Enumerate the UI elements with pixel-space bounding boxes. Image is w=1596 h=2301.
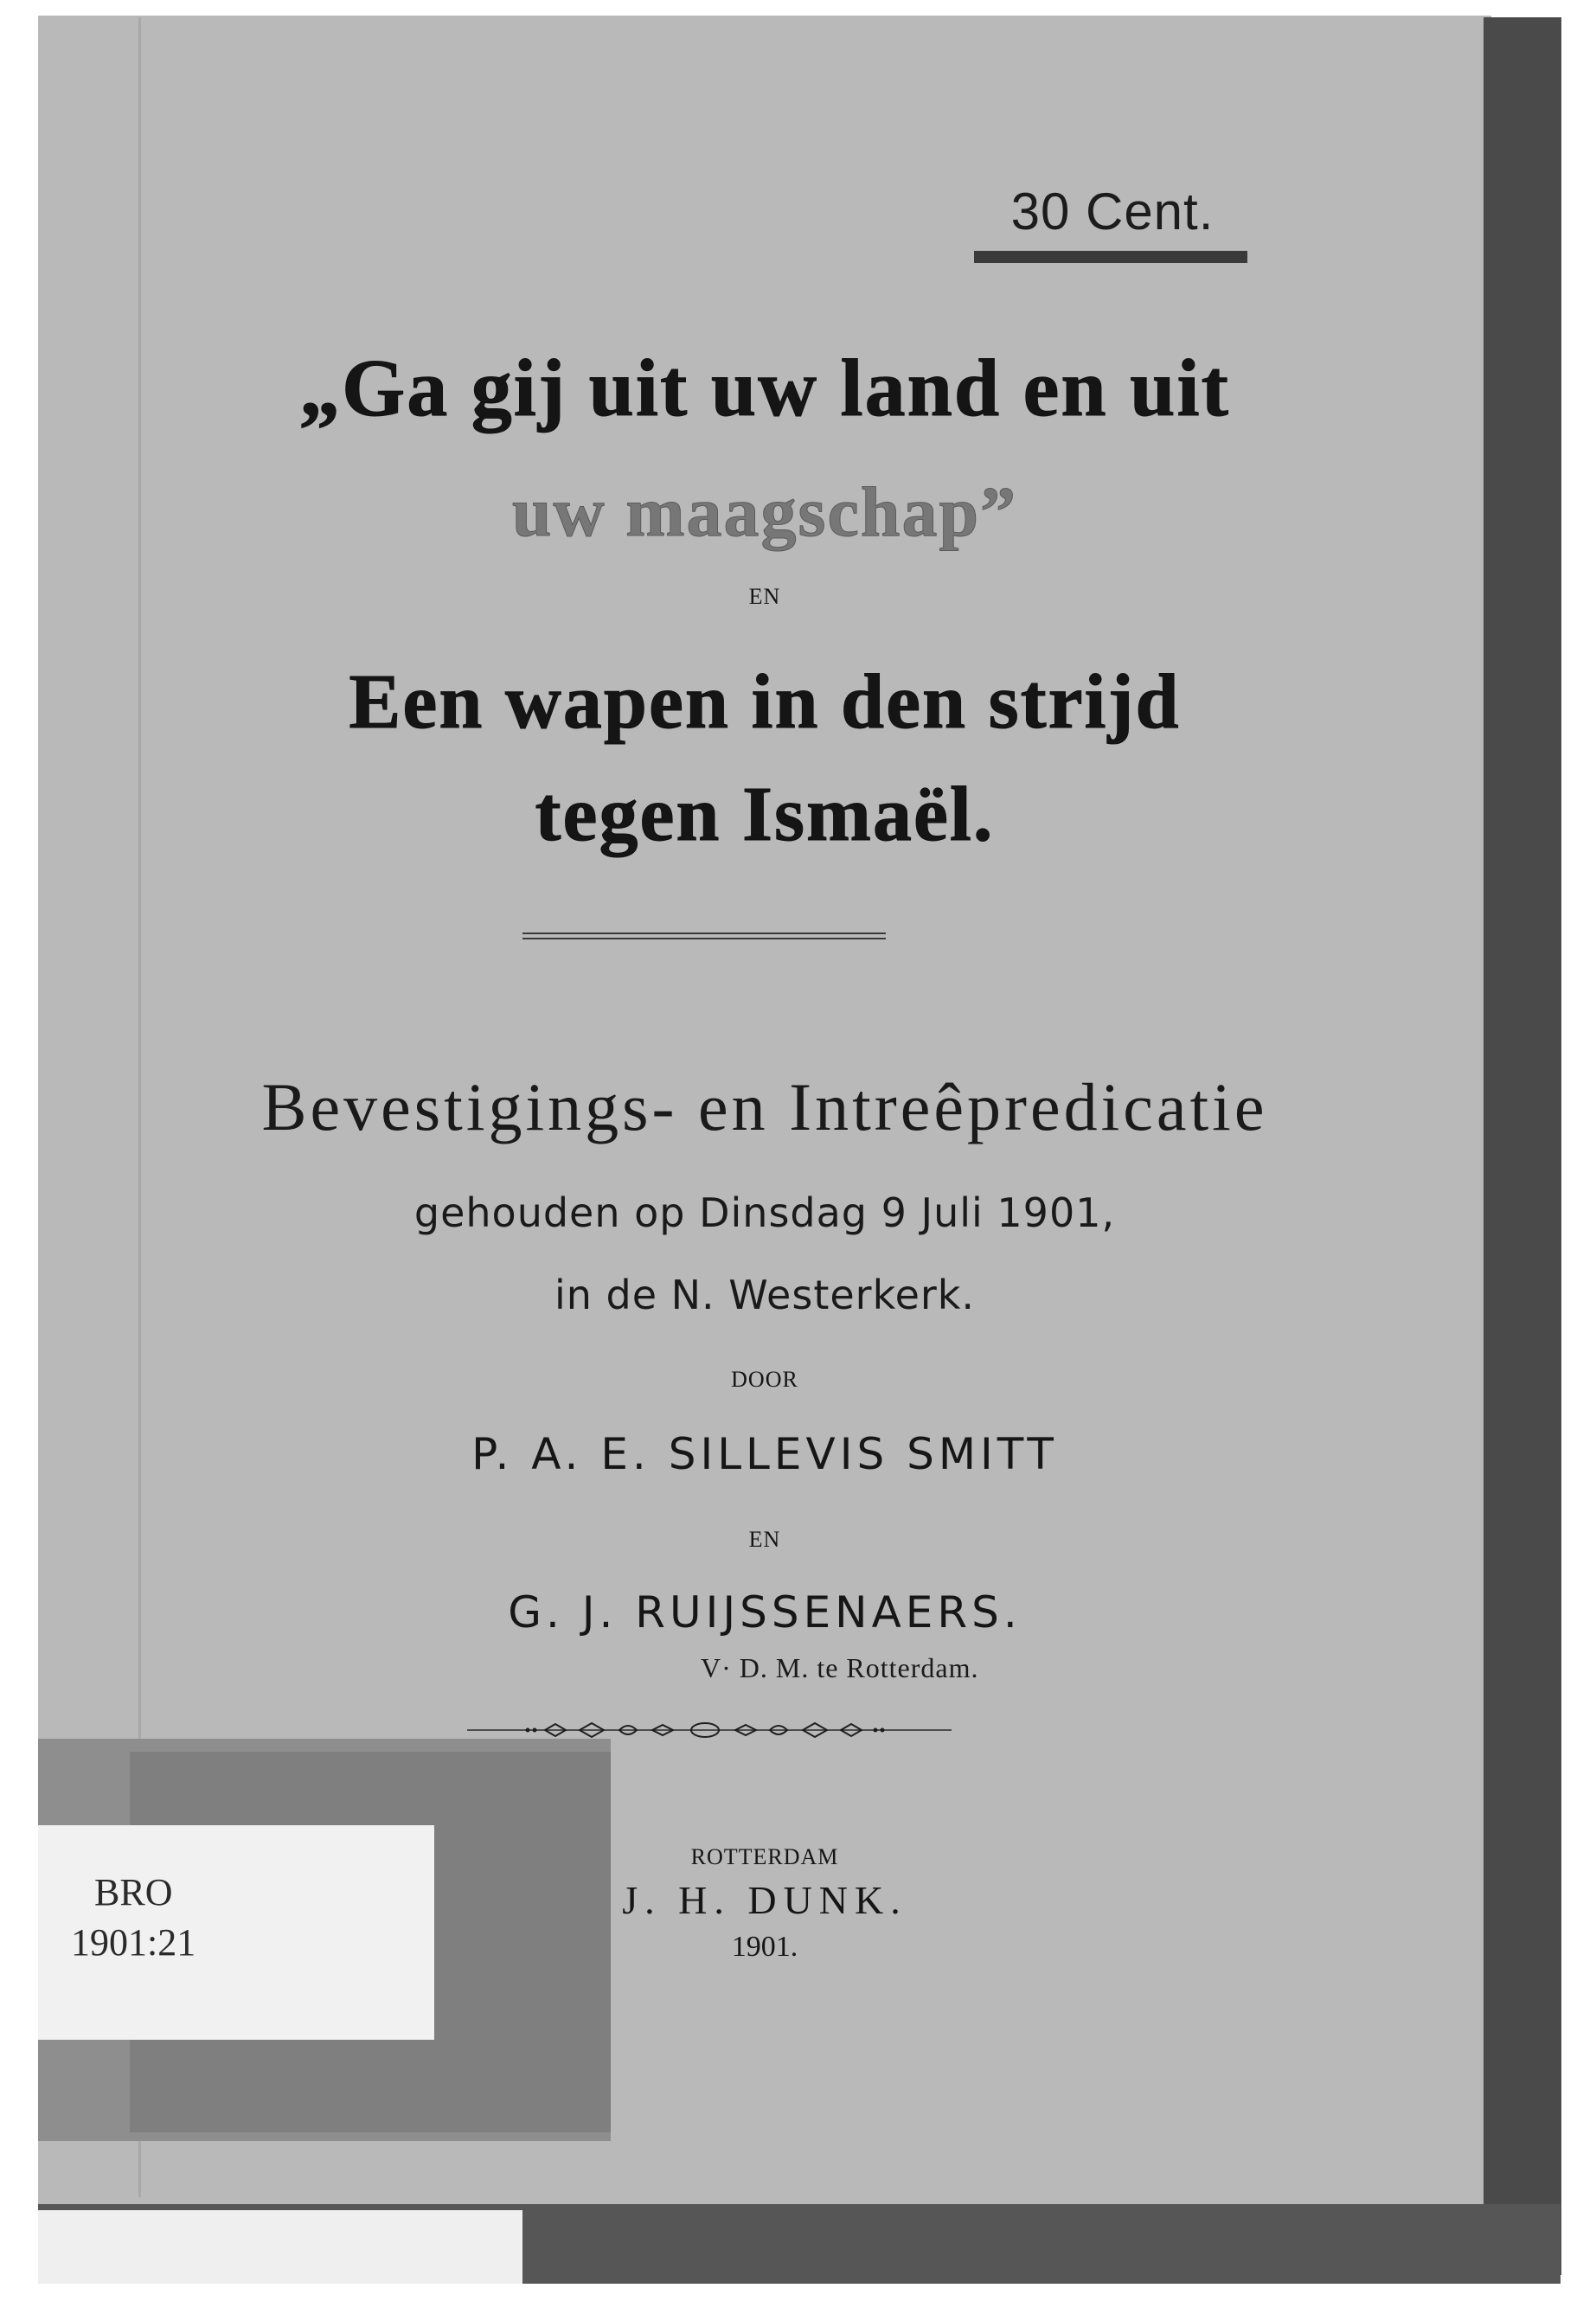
imprint-city: ROTTERDAM bbox=[690, 1844, 839, 1869]
imprint-publisher: J. H. DUNK. bbox=[622, 1878, 907, 1922]
title-line-4: tegen Ismaël. bbox=[535, 772, 995, 857]
title-line-3: Een wapen in den strijd bbox=[349, 659, 1181, 745]
title-line-1: „Ga gij uit uw land en uit bbox=[299, 343, 1230, 433]
price-underline bbox=[974, 251, 1247, 263]
date-line: gehouden op Dinsdag 9 Juli 1901, bbox=[413, 1189, 1116, 1236]
bottom-paper-strip bbox=[38, 2210, 522, 2284]
author-affiliation: V· D. M. te Rotterdam. bbox=[701, 1652, 979, 1683]
author-connector: EN bbox=[748, 1527, 781, 1552]
subtitle: Bevestigings- en Intreêpredicatie bbox=[261, 1069, 1268, 1144]
author-first: P. A. E. SILLEVIS SMITT bbox=[471, 1429, 1058, 1479]
double-rule-divider bbox=[522, 933, 886, 939]
by-label: DOOR bbox=[731, 1367, 798, 1392]
title-line-2: uw maagschap” bbox=[511, 472, 1018, 551]
author-second: G. J. RUIJSSENAERS. bbox=[508, 1587, 1022, 1638]
imprint-year: 1901. bbox=[731, 1931, 798, 1963]
cover-edge-shadow bbox=[1484, 17, 1561, 2275]
title-connector: EN bbox=[748, 584, 781, 609]
shelf-label-line1: BRO bbox=[94, 1871, 173, 1913]
place-line: in de N. Westerkerk. bbox=[554, 1272, 976, 1318]
price-label: 30 Cent. bbox=[1010, 183, 1215, 240]
shelf-label-line2: 1901:21 bbox=[71, 1921, 196, 1964]
ornamental-divider bbox=[467, 1717, 952, 1743]
